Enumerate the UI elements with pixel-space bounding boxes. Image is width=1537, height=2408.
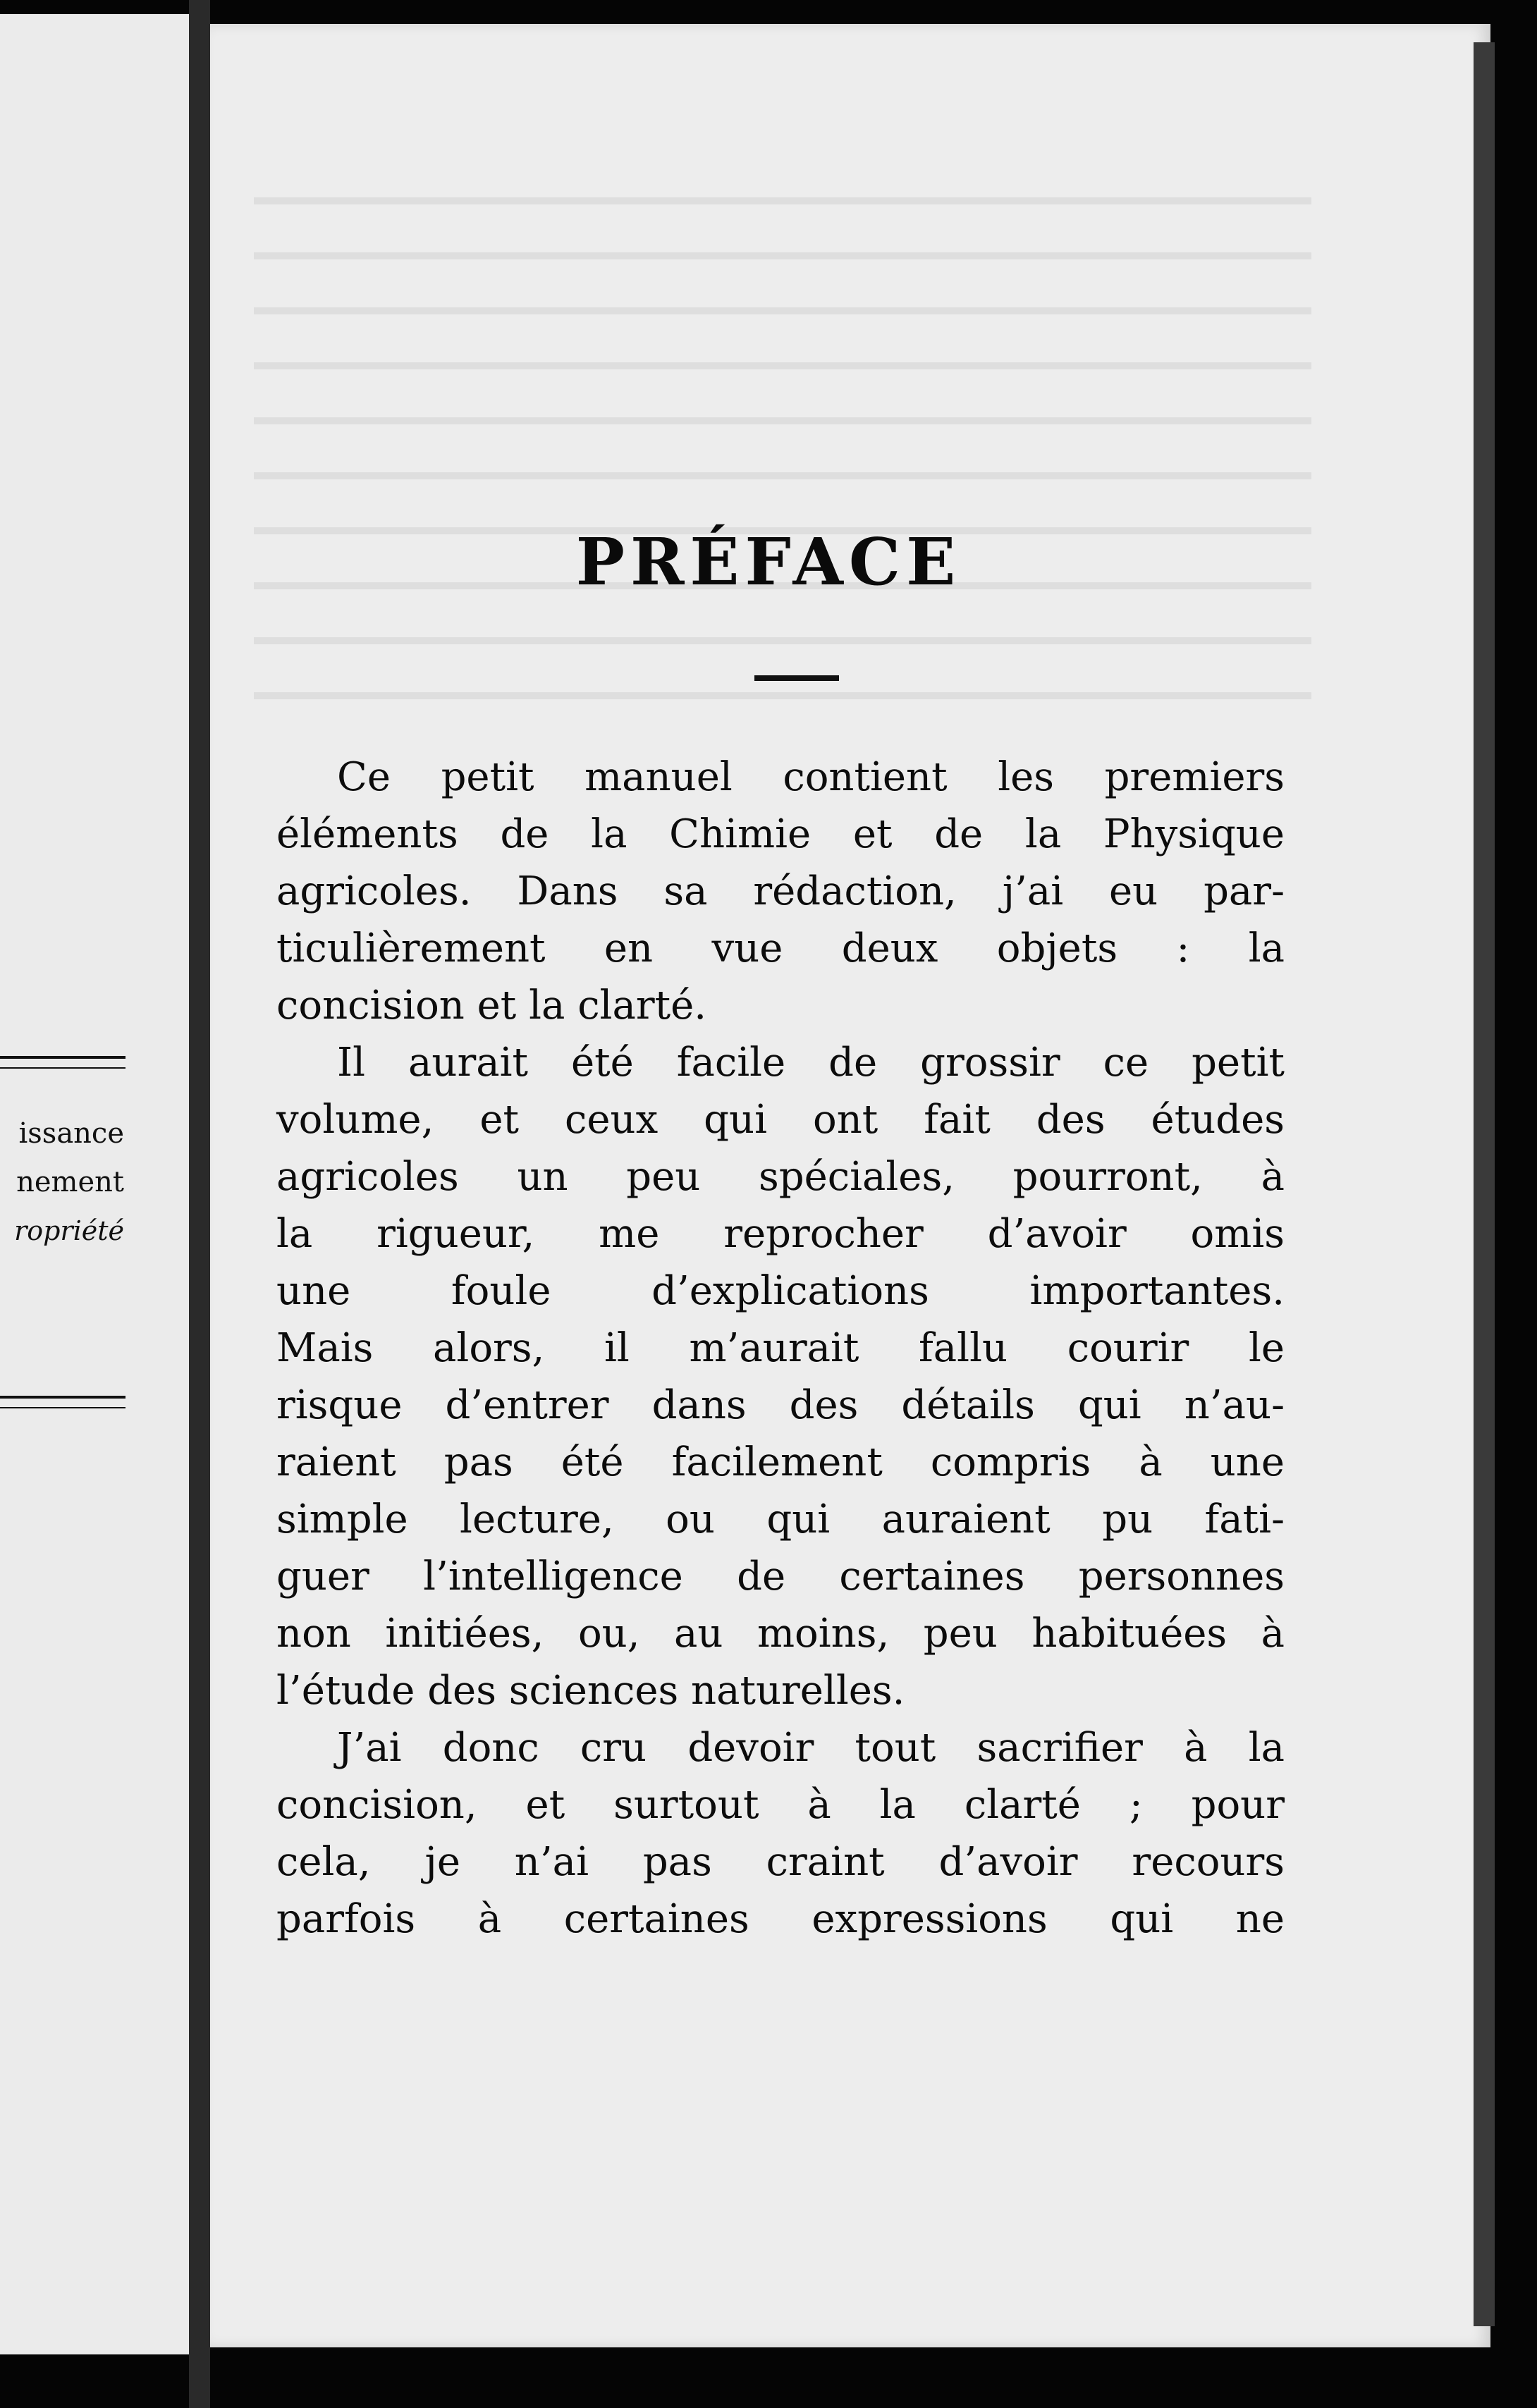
text-line: J’ai donc cru devoir tout sacrifier à la	[337, 1725, 1285, 1771]
rule-top	[0, 1056, 125, 1059]
text-line: concision, et surtout à la clarté ; pour	[276, 1782, 1285, 1828]
text-line: ticulièrement en vue deux objets : la	[276, 926, 1285, 971]
text-line: non initiées, ou, au moins, peu habituées à	[276, 1611, 1285, 1657]
page-title: PRÉFACE	[575, 524, 962, 600]
text-line: volume, et ceux qui ont fait des études	[276, 1097, 1285, 1143]
text-line: la rigueur, me reprocher d’avoir omis	[276, 1211, 1285, 1257]
text-line: parfois à certaines expressions qui ne	[276, 1896, 1285, 1942]
preface-body	[276, 749, 1285, 1948]
text-line: Ce petit manuel contient les premiers	[337, 754, 1285, 800]
page-edge-shadow	[1474, 42, 1495, 2326]
text-line: Mais alors, il m’aurait fallu courir le	[276, 1325, 1285, 1371]
bleed-through	[254, 197, 1311, 747]
fragment-text: ropriété	[14, 1215, 124, 1246]
text-line: simple lecture, ou qui auraient pu fati-	[276, 1497, 1285, 1542]
title-rule	[754, 675, 839, 681]
rule-bottom-thin	[0, 1407, 125, 1408]
text-line: cela, je n’ai pas craint d’avoir recours	[276, 1839, 1285, 1885]
book-gutter	[189, 0, 210, 2408]
fragment-text: nement	[16, 1166, 124, 1198]
text-line: raient pas été facilement compris à une	[276, 1439, 1285, 1485]
text-line: concision et la clarté.	[276, 983, 707, 1028]
text-line: risque d’entrer dans des détails qui n’au-	[276, 1382, 1285, 1428]
text-line: agricoles. Dans sa rédaction, j’ai eu par-	[276, 868, 1285, 914]
text-line: agricoles un peu spéciales, pourront, à	[276, 1154, 1285, 1200]
text-line: éléments de la Chimie et de la Physique	[276, 811, 1285, 857]
text-line: guer l’intelligence de certaines personnes	[276, 1554, 1285, 1599]
rule-bottom	[0, 1396, 125, 1399]
text-line: une foule d’explications importantes.	[276, 1268, 1285, 1314]
rule-top-thin	[0, 1067, 125, 1069]
left-page-edge	[0, 14, 189, 2354]
fragment-text: issance	[18, 1117, 124, 1150]
text-line: Il aurait été facile de grossir ce petit	[337, 1040, 1285, 1086]
text-line: l’étude des sciences naturelles.	[276, 1668, 905, 1714]
